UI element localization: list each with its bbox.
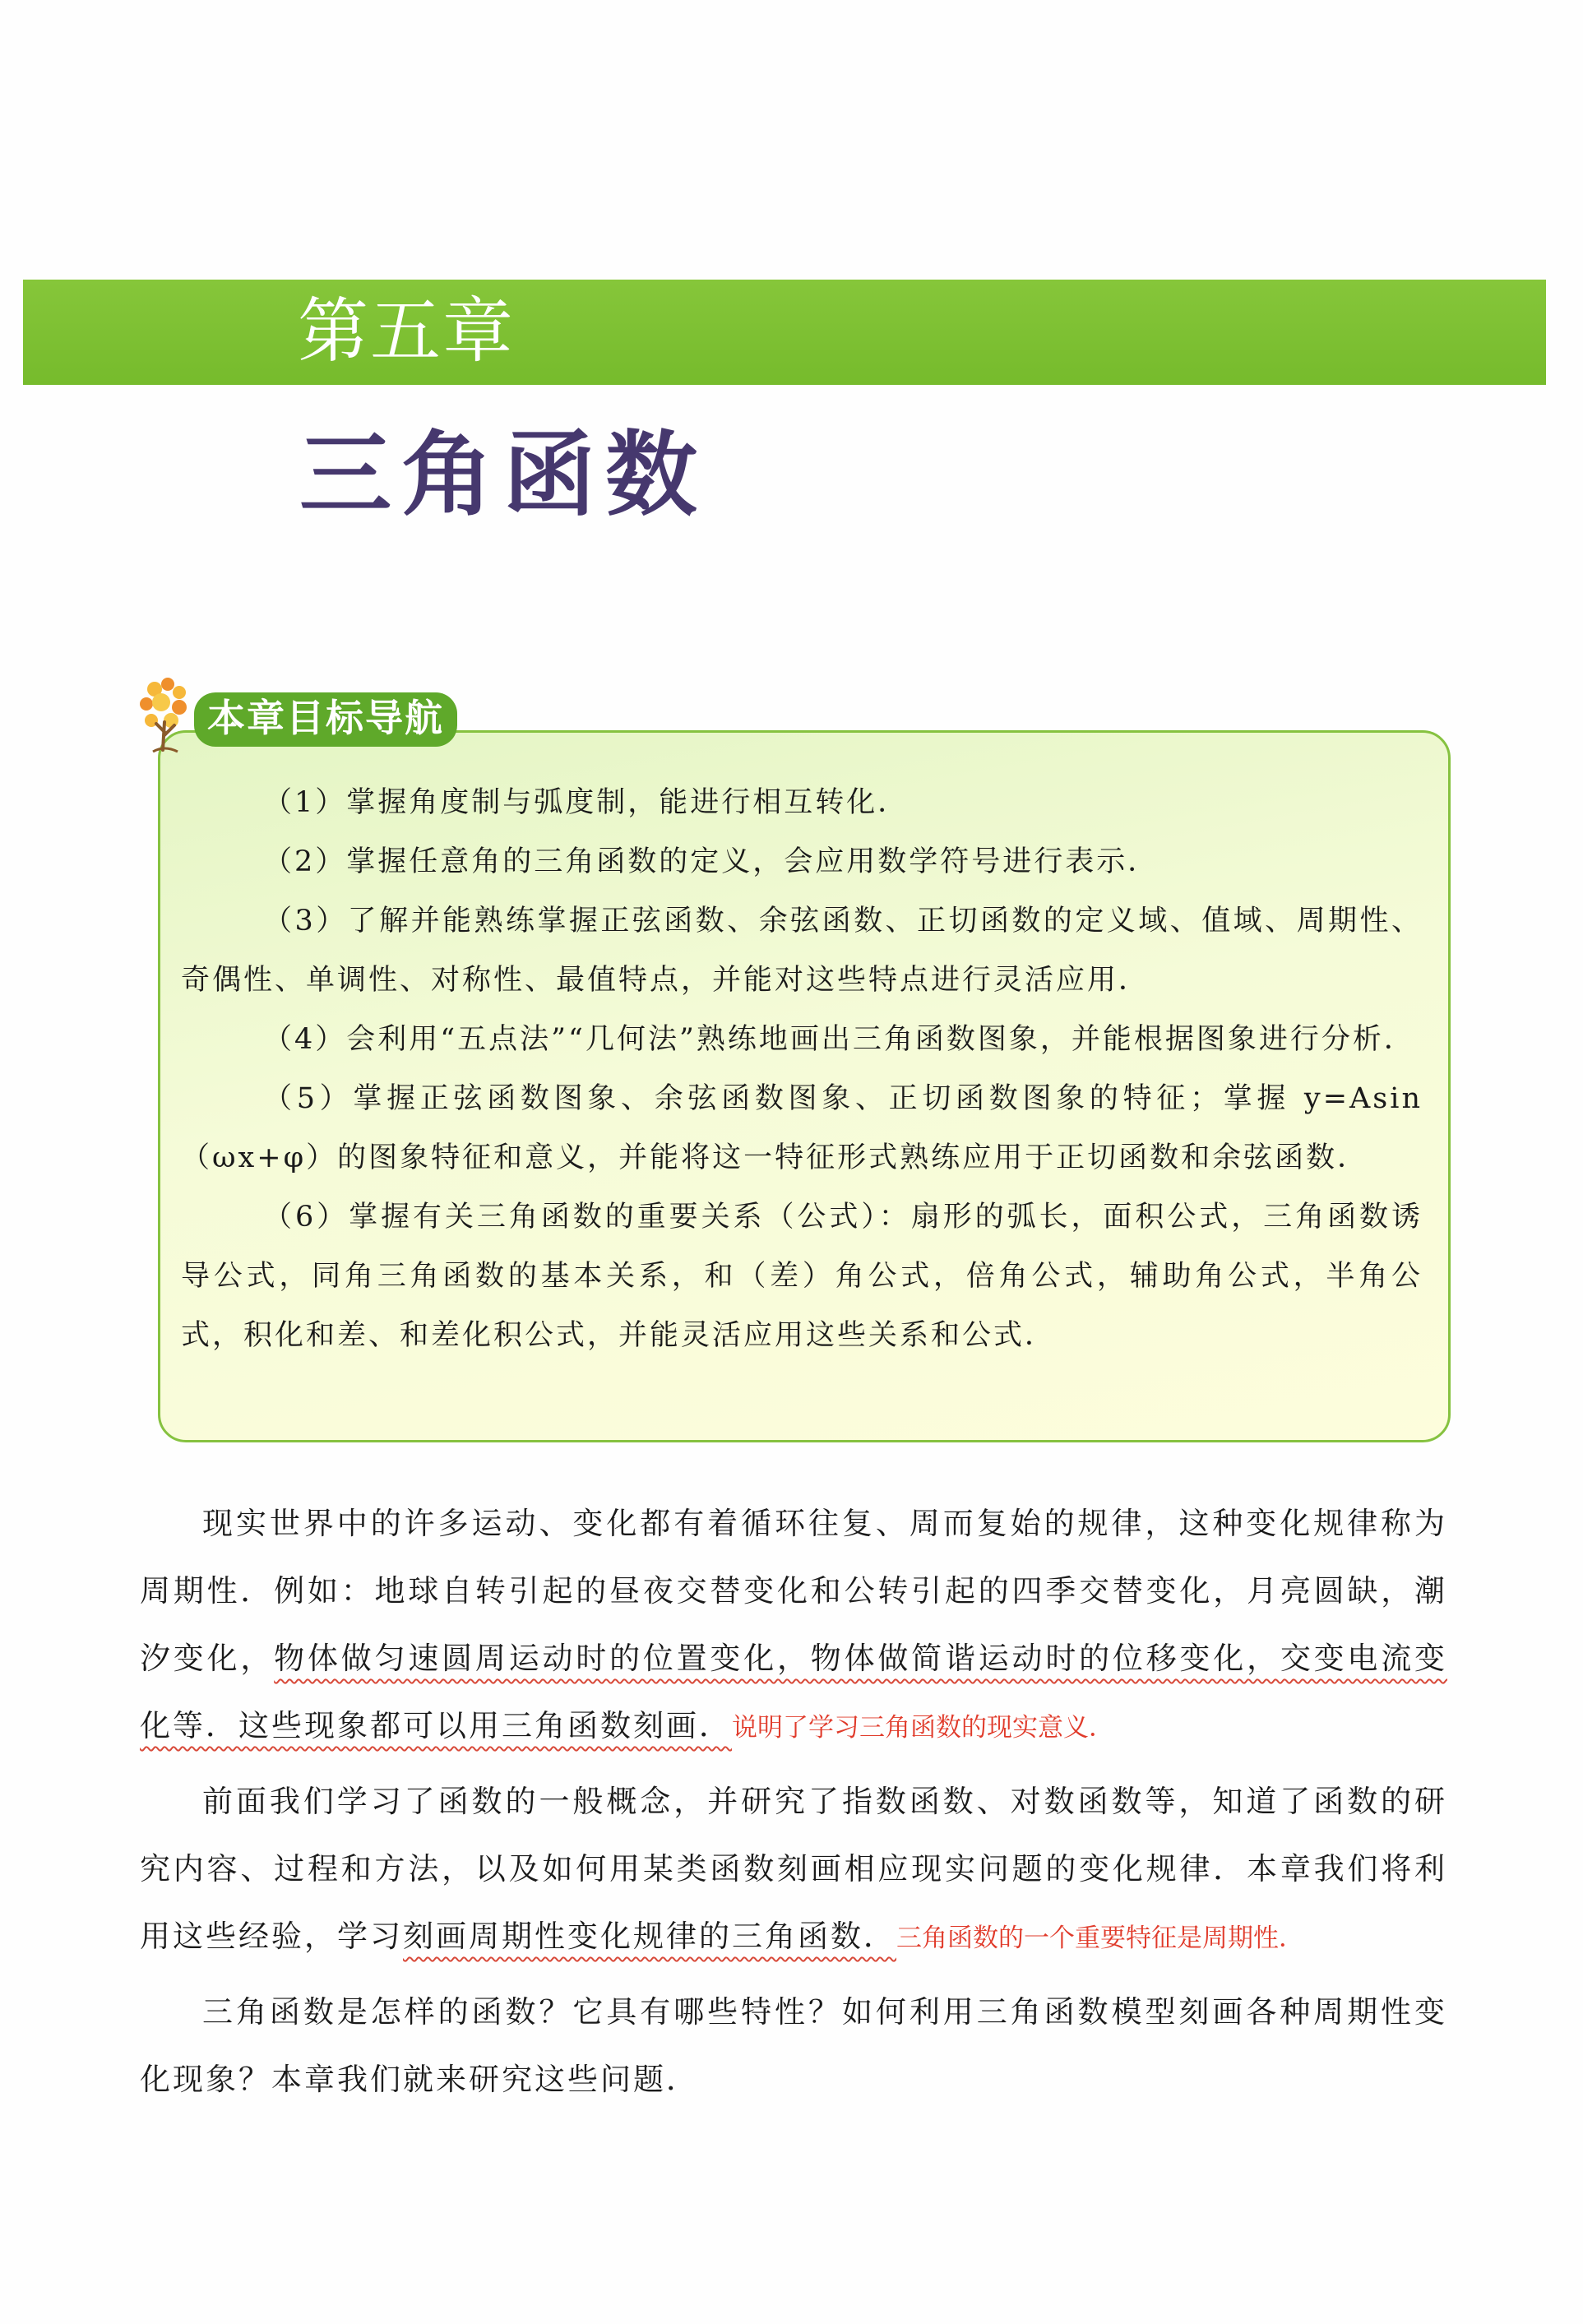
chapter-intro	[140, 1490, 1447, 2120]
goals-header	[132, 674, 493, 757]
intro-paragraph-2	[140, 1768, 1447, 1972]
goal-item-6: （6）掌握有关三角函数的重要关系（公式）：扇形的弧长，面积公式，三角函数诱导公式，同角三角函数的基本关系，和（差）角公式，倍角公式，辅助角公式，半角公式，积化和差、和差化积公式，并能灵活应用这些关系和公式．	[181, 1201, 1423, 1352]
intro-paragraph-3: 三角函数是怎样的函数？它具有哪些特性？如何利用三角函数模型刻画各种周期性变化现象？本章我们就来研究这些问题．	[140, 1994, 1447, 2097]
goal-item-3: （3）了解并能熟练掌握正弦函数、余弦函数、正切函数的定义域、值域、周期性、奇偶性、单调性、对称性、最值特点，并能对这些特点进行灵活应用．	[181, 905, 1423, 997]
goal-item-2: （2）掌握任意角的三角函数的定义，会应用数学符号进行表示．	[263, 845, 1159, 878]
intro-p1-marked: 物体做匀速圆周运动时的位置变化，物体做简谐运动时的位移变化，交变电流变化等．这些现象都可以用三角函数刻画．	[140, 1641, 1448, 1743]
goals-list	[181, 773, 1423, 1365]
intro-p2-marked: 刻画周期性变化规律的三角函数．	[403, 1919, 896, 1954]
chapter-number: 第五章	[298, 290, 515, 373]
chapter-title: 三角函数	[299, 422, 707, 529]
intro-paragraph-1	[140, 1490, 1447, 1762]
tree-icon	[132, 674, 197, 757]
goals-header-label: 本章目标导航	[194, 692, 457, 747]
chapter-banner	[23, 280, 1546, 385]
annotation-note-2: 三角函数的一个重要特征是周期性．	[896, 1924, 1304, 1953]
annotation-note-1: 说明了学习三角函数的现实意义．	[732, 1713, 1114, 1743]
intro-p2-text: 前面我们学习了函数的一般概念，并研究了指数函数、对数函数等，知道了函数的研究内容、过程和方法，以及如何用某类函数刻画相应现实问题的变化规律．本章我们将利用这些经验，学习	[140, 1784, 1447, 1954]
goal-item-4: （4）会利用“五点法”“几何法”熟练地画出三角函数图象，并能根据图象进行分析．	[263, 1023, 1415, 1056]
intro-p1-text: 现实世界中的许多运动、变化都有着循环往复、周而复始的规律，这种变化规律称为周期性．例如：地球自转引起的昼夜交替变化和公转引起的四季交替变化，月亮圆缺，潮汐变化，	[140, 1506, 1447, 1676]
goal-item-5: （5）掌握正弦函数图象、余弦函数图象、正切函数图象的特征；掌握 y=Asin（ωx+φ）的图象特征和意义，并能将这一特征形式熟练应用于正切函数和余弦函数．	[181, 1082, 1423, 1174]
goal-item-1: （1）掌握角度制与弧度制，能进行相互转化．	[263, 786, 910, 819]
